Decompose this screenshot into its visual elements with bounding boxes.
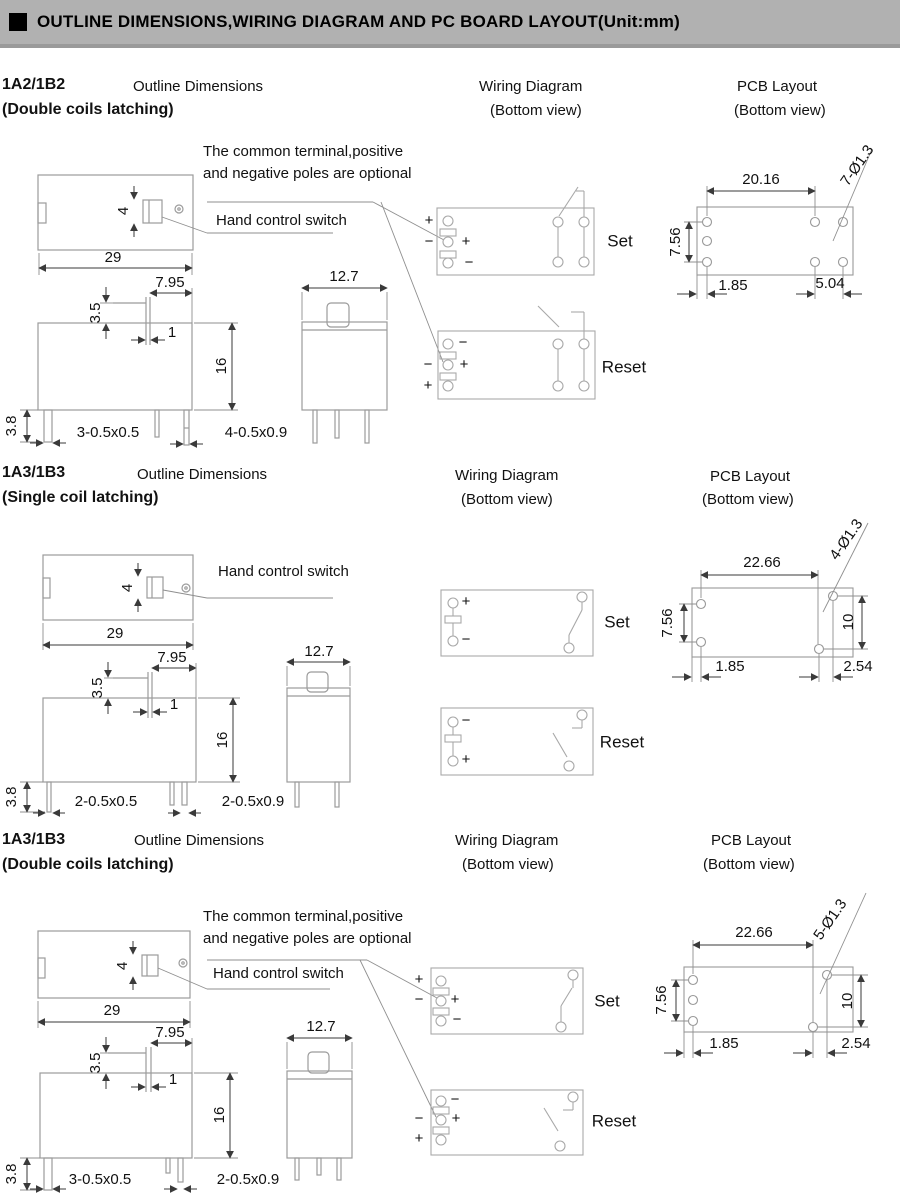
s3-dim-pin-length: 3.8	[2, 1163, 20, 1185]
s3-front-view	[20, 1037, 238, 1190]
page-title: OUTLINE DIMENSIONS,WIRING DIAGRAM AND PC BOARD LAYOUT(Unit:mm)	[37, 12, 680, 31]
s3-dim-slot-width: 1	[168, 1070, 178, 1088]
s2-dim-step-height: 3.5	[88, 677, 106, 699]
s3-set-minus-inner: −	[452, 1010, 462, 1028]
s3-set-minus-outer: −	[414, 990, 424, 1008]
s2-wiring-subtitle: (Bottom view)	[461, 491, 553, 508]
s1-dim-switch-width: 4	[114, 206, 132, 216]
s3-reset-label: Reset	[591, 1111, 637, 1131]
s3-reset-plus-outer: +	[414, 1129, 424, 1147]
s2-reset-label: Reset	[599, 732, 645, 752]
s1-wiring-reset	[438, 306, 595, 399]
s2-side-view	[287, 662, 350, 807]
s1-set-minus-inner: −	[464, 253, 474, 271]
s3-common-note-line2: and negative poles are optional	[203, 930, 412, 947]
s3-dim-step-height: 3.5	[86, 1052, 104, 1074]
s1-side-view	[302, 288, 387, 443]
s1-reset-minus-outer: −	[423, 355, 433, 373]
s1-pcb-offset-left: 1.85	[718, 276, 748, 294]
s1-reset-plus-outer: +	[423, 376, 433, 394]
s1-pcb-hole-span: 20.16	[742, 170, 780, 188]
s2-set-minus: −	[461, 630, 471, 648]
s1-outline-title: Outline Dimensions	[133, 78, 264, 95]
s2-variant: (Single coil latching)	[2, 489, 159, 506]
s2-set-plus: +	[461, 592, 471, 610]
s2-pcb-hole-span: 22.66	[743, 553, 781, 571]
s2-reset-minus: −	[461, 711, 471, 729]
s3-outline-title: Outline Dimensions	[134, 832, 265, 849]
s3-hand-control-label: Hand control switch	[213, 965, 344, 982]
s1-reset-label: Reset	[601, 357, 647, 377]
s3-pcb-subtitle: (Bottom view)	[703, 856, 795, 873]
s2-set-label: Set	[604, 612, 630, 632]
s3-dim-pins-small: 3-0.5x0.5	[68, 1170, 132, 1188]
s1-set-plus-inner: +	[461, 232, 471, 250]
s1-pcb-offset-right: 5.04	[815, 274, 845, 292]
s3-pcb-hole-span: 22.66	[735, 923, 773, 941]
s1-hand-control-label: Hand control switch	[216, 212, 347, 229]
s2-dim-side-width: 12.7	[304, 642, 334, 660]
s2-reset-plus: +	[461, 750, 471, 768]
s1-pcb-subtitle: (Bottom view)	[734, 102, 826, 119]
s1-wiring-set	[437, 187, 594, 275]
s1-dim-pin-length: 3.8	[2, 415, 20, 437]
s2-pcb-col-pitch: 10	[839, 613, 857, 631]
s2-pcb-title: PCB Layout	[710, 468, 791, 485]
s1-dim-slot-width: 1	[167, 323, 177, 341]
s1-dim-step-height: 3.5	[86, 302, 104, 324]
s3-dim-switch-width: 4	[113, 961, 131, 971]
s1-pcb-row-pitch: 7.56	[666, 227, 684, 257]
s1-wiring-subtitle: (Bottom view)	[490, 102, 582, 119]
s3-reset-plus-inner: +	[451, 1109, 461, 1127]
s2-outline-title: Outline Dimensions	[137, 466, 268, 483]
s1-wiring-title: Wiring Diagram	[479, 78, 583, 95]
s2-model: 1A3/1B3	[2, 464, 66, 481]
s3-pcb-title: PCB Layout	[711, 832, 792, 849]
s3-pcb-row-pitch: 7.56	[652, 985, 670, 1015]
s2-pcb-offset-right: 2.54	[843, 657, 873, 675]
s3-common-note-line1: The common terminal,positive	[203, 908, 404, 925]
s1-set-minus-outer: −	[424, 232, 434, 250]
s1-model: 1A2/1B2	[2, 76, 66, 93]
s3-top-view	[38, 931, 437, 1117]
s3-variant: (Double coils latching)	[2, 856, 174, 873]
s3-dim-side-width: 12.7	[306, 1017, 336, 1035]
s1-dim-pins-large: 4-0.5x0.9	[224, 423, 288, 441]
s3-set-plus-outer: +	[414, 970, 424, 988]
s1-dim-side-width: 12.7	[329, 267, 359, 285]
s2-dim-pins-small: 2-0.5x0.5	[74, 792, 138, 810]
s2-dim-pins-large: 2-0.5x0.9	[221, 792, 285, 810]
s1-common-note-line1: The common terminal,positive	[203, 143, 404, 160]
s1-dim-body-height: 16	[212, 357, 230, 375]
s3-set-plus-inner: +	[450, 990, 460, 1008]
s1-pcb-title: PCB Layout	[737, 78, 818, 95]
s1-dim-pins-small: 3-0.5x0.5	[76, 423, 140, 441]
s3-reset-minus-inner: −	[450, 1090, 460, 1108]
s3-wiring-subtitle: (Bottom view)	[462, 856, 554, 873]
s1-common-note-line2: and negative poles are optional	[203, 165, 412, 182]
s2-pcb-subtitle: (Bottom view)	[702, 491, 794, 508]
s1-front-view	[20, 287, 238, 445]
s1-reset-minus-inner: −	[458, 333, 468, 351]
s3-pcb-offset-left: 1.85	[709, 1034, 739, 1052]
s2-dim-slot-width: 1	[169, 695, 179, 713]
s2-front-view	[20, 662, 240, 813]
s3-dim-body-width: 29	[103, 1001, 121, 1019]
s2-pcb-hole-callout: 4-Ø1.3	[826, 515, 867, 564]
s3-pcb-col-pitch: 10	[838, 992, 856, 1010]
s2-dim-pin-length: 3.8	[2, 786, 20, 808]
s3-pcb-hole-callout: 5-Ø1.3	[810, 895, 851, 944]
s3-pcb-offset-right: 2.54	[841, 1034, 871, 1052]
s1-set-label: Set	[607, 231, 633, 251]
s2-dim-switch-width: 4	[118, 583, 136, 593]
s3-dim-pins-large: 2-0.5x0.9	[216, 1170, 280, 1188]
s3-dim-step-offset: 7.95	[155, 1023, 185, 1041]
s1-dim-step-offset: 7.95	[155, 273, 185, 291]
s2-dim-step-offset: 7.95	[157, 648, 187, 666]
s3-reset-minus-outer: −	[414, 1109, 424, 1127]
s2-wiring-title: Wiring Diagram	[455, 467, 559, 484]
s1-reset-plus-inner: +	[459, 355, 469, 373]
s3-side-view	[287, 1038, 352, 1180]
s1-top-view	[38, 175, 444, 362]
s3-dim-body-height: 16	[210, 1106, 228, 1124]
s2-hand-control-label: Hand control switch	[218, 563, 349, 580]
s2-dim-body-height: 16	[213, 731, 231, 749]
s1-variant: (Double coils latching)	[2, 101, 174, 118]
s2-pcb-row-pitch: 7.56	[658, 608, 676, 638]
s2-dim-body-width: 29	[106, 624, 124, 642]
s3-model: 1A3/1B3	[2, 831, 66, 848]
s3-wiring-title: Wiring Diagram	[455, 832, 559, 849]
s2-pcb-offset-left: 1.85	[715, 657, 745, 675]
s1-pcb-hole-callout: 7-Ø1.3	[837, 141, 878, 190]
s1-dim-body-width: 29	[104, 248, 122, 266]
s1-set-plus-outer: +	[424, 211, 434, 229]
s3-set-label: Set	[594, 991, 620, 1011]
